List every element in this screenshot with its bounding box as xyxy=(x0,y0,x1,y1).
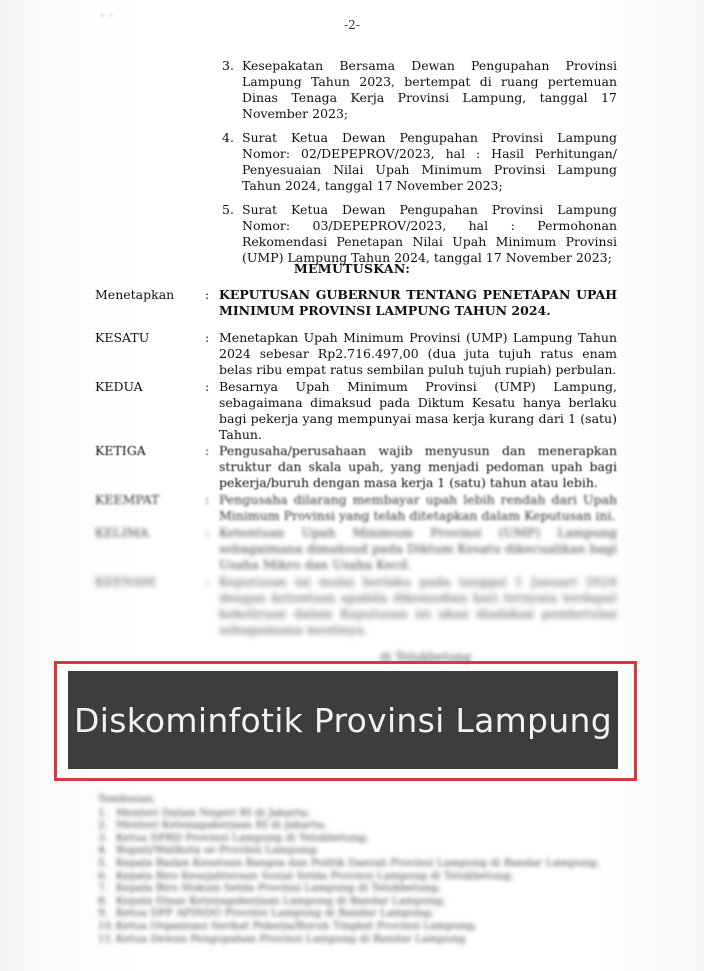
distribution-number: 2. xyxy=(98,819,109,832)
distribution-item xyxy=(98,819,618,832)
distribution-item xyxy=(98,882,618,895)
page-number: -2- xyxy=(344,18,360,32)
decision-text: Menetapkan Upah Minimum Provinsi (UMP) Lampung Tahun 2024 sebesar Rp2.716.497,00 (dua juta tujuh ratus enam belas ribu empat ratus sembilan puluh tujuh rupiah) perbulan. xyxy=(219,330,617,377)
decision-colon: : xyxy=(205,574,210,589)
decision-label: KELIMA xyxy=(95,525,149,540)
distribution-number: 6. xyxy=(98,869,109,882)
consideration-text: Kesepakatan Bersama Dewan Pengupahan Provinsi Lampung Tahun 2023, bertempat di ruang pertemuan Dinas Tenaga Kerja Provinsi Lampung, tanggal 17 November 2023; xyxy=(242,58,617,121)
distribution-text: Kepala Badan Kesatuan Bangsa dan Politik Daerah Provinsi Lampung di Bandar Lampung; xyxy=(116,856,600,869)
decision-row-keempat xyxy=(95,492,617,524)
distribution-text: Kepala Biro Hukum Setda Provinsi Lampung di Telukbetung; xyxy=(116,882,442,895)
decision-label: KETIGA xyxy=(95,443,146,458)
distribution-text: Ketua DPP APINDO Provinsi Lampung di Bandar Lampung; xyxy=(116,907,434,920)
distribution-number: 9. xyxy=(98,907,109,920)
consideration-item xyxy=(222,130,617,194)
distribution-item xyxy=(98,844,618,857)
decision-label: KEENAM xyxy=(95,574,156,589)
distribution-item xyxy=(98,907,618,920)
banner-text: Diskominfotik Provinsi Lampung xyxy=(74,700,612,740)
distribution-item xyxy=(98,857,618,870)
decision-row-kesatu xyxy=(95,330,617,378)
distribution-item xyxy=(98,870,618,883)
decision-colon: : xyxy=(205,443,210,458)
decision-row-kedua xyxy=(95,379,617,443)
consideration-text: Surat Ketua Dewan Pengupahan Provinsi Lampung Nomor: 03/DEPEPROV/2023, hal : Permohonan Rekomendasi Penetapan Nilai Upah Minimum Provinsi (UMP) Lampung Tahun 2024, tanggal 17 November 2023; xyxy=(242,202,617,265)
decision-row-menetapkan xyxy=(95,287,617,319)
decision-colon: : xyxy=(205,492,210,507)
distribution-number: 8. xyxy=(98,894,109,907)
decision-label: Menetapkan xyxy=(95,287,175,302)
consideration-item xyxy=(222,58,617,122)
decision-heading: MEMUTUSKAN: xyxy=(293,261,411,276)
distribution-list xyxy=(98,793,618,945)
consideration-text: Surat Ketua Dewan Pengupahan Provinsi Lampung Nomor: 02/DEPEPROV/2023, hal : Hasil Perhitungan/ Penyesuaian Nilai Upah Minimum Provinsi Lampung Tahun 2024, tanggal 17 November 2023; xyxy=(242,130,617,193)
consideration-number: 3. xyxy=(222,58,234,73)
decision-text: Keputusan ini mulai berlaku pada tanggal 1 Januari 2024 dengan ketentuan apabila dikemudian hari ternyata terdapat kekeliruan dalam Keputusan ini akan diadakan pembetulan sebagaimana mestinya. xyxy=(219,574,617,637)
decision-label: KEDUA xyxy=(95,379,143,394)
decision-text: Pengusaha dilarang membayar upah lebih rendah dari Upah Minimum Provinsi yang telah ditetapkan dalam Keputusan ini. xyxy=(219,492,617,523)
watermark-banner xyxy=(68,671,618,769)
decision-text: Ketentuan Upah Minimum Provinsi (UMP) Lampung sebagaimana dimaksud pada Diktum Kesatu dikecualikan bagi Usaha Mikro dan Usaha Kecil. xyxy=(219,525,617,572)
page-corner-mark: · · xyxy=(100,8,114,24)
distribution-item xyxy=(98,920,618,933)
distribution-item xyxy=(98,895,618,908)
distribution-heading: Tembusan: xyxy=(98,793,156,805)
consideration-number: 5. xyxy=(222,202,234,217)
distribution-number: 11. xyxy=(98,932,115,945)
distribution-number: 10. xyxy=(98,919,115,932)
decision-colon: : xyxy=(205,330,210,345)
distribution-number: 5. xyxy=(98,856,109,869)
decision-label: KEEMPAT xyxy=(95,492,160,507)
decision-colon: : xyxy=(205,525,210,540)
distribution-item xyxy=(98,933,618,946)
consideration-item xyxy=(222,202,617,266)
decision-row-kelima xyxy=(95,525,617,573)
signature-place: di Telukbetung xyxy=(380,650,472,664)
distribution-text: Kepala Dinas Ketenagakerjaan Lampung di Bandar Lampung; xyxy=(116,894,446,907)
decision-row-keenam xyxy=(95,574,617,638)
decision-label: KESATU xyxy=(95,330,150,345)
decision-row-ketiga xyxy=(95,443,617,491)
decision-text: Pengusaha/perusahaan wajib menyusun dan menerapkan struktur dan skala upah, yang menjadi pedoman upah bagi pekerja/buruh dengan masa kerja 1 (satu) tahun atau lebih. xyxy=(219,443,617,490)
distribution-number: 3. xyxy=(98,831,109,844)
distribution-text: Ketua Organisasi Serikat Pekerja/Buruh Tingkat Provinsi Lampung; xyxy=(116,919,477,932)
decision-text: KEPUTUSAN GUBERNUR TENTANG PENETAPAN UPAH MINIMUM PROVINSI LAMPUNG TAHUN 2024. xyxy=(219,287,617,318)
distribution-text: Menteri Dalam Negeri RI di Jakarta; xyxy=(116,806,311,819)
distribution-item xyxy=(98,832,618,845)
distribution-text: Ketua Dewan Pengupahan Provinsi Lampung di Bandar Lampung. xyxy=(116,932,469,945)
decision-colon: : xyxy=(205,379,210,394)
distribution-number: 1. xyxy=(98,806,109,819)
distribution-text: Bupati/Walikota se Provinsi Lampung; xyxy=(116,844,320,857)
considerations-list xyxy=(222,58,617,274)
distribution-text: Menteri Ketenagakerjaan RI di Jakarta; xyxy=(116,819,327,832)
distribution-text: Ketua DPRD Provinsi Lampung di Telukbetung; xyxy=(116,831,369,844)
distribution-number: 4. xyxy=(98,844,109,857)
distribution-number: 7. xyxy=(98,882,109,895)
decision-colon: : xyxy=(205,287,210,302)
consideration-number: 4. xyxy=(222,130,234,145)
distribution-item xyxy=(98,807,618,820)
decision-text: Besarnya Upah Minimum Provinsi (UMP) Lampung, sebagaimana dimaksud pada Diktum Kesatu hanya berlaku bagi pekerja yang mempunyai masa kerja kurang dari 1 (satu) Tahun. xyxy=(219,379,617,442)
distribution-text: Kepala Biro Kesejahteraan Sosial Setda Provinsi Lampung di Telukbetung; xyxy=(116,869,514,882)
